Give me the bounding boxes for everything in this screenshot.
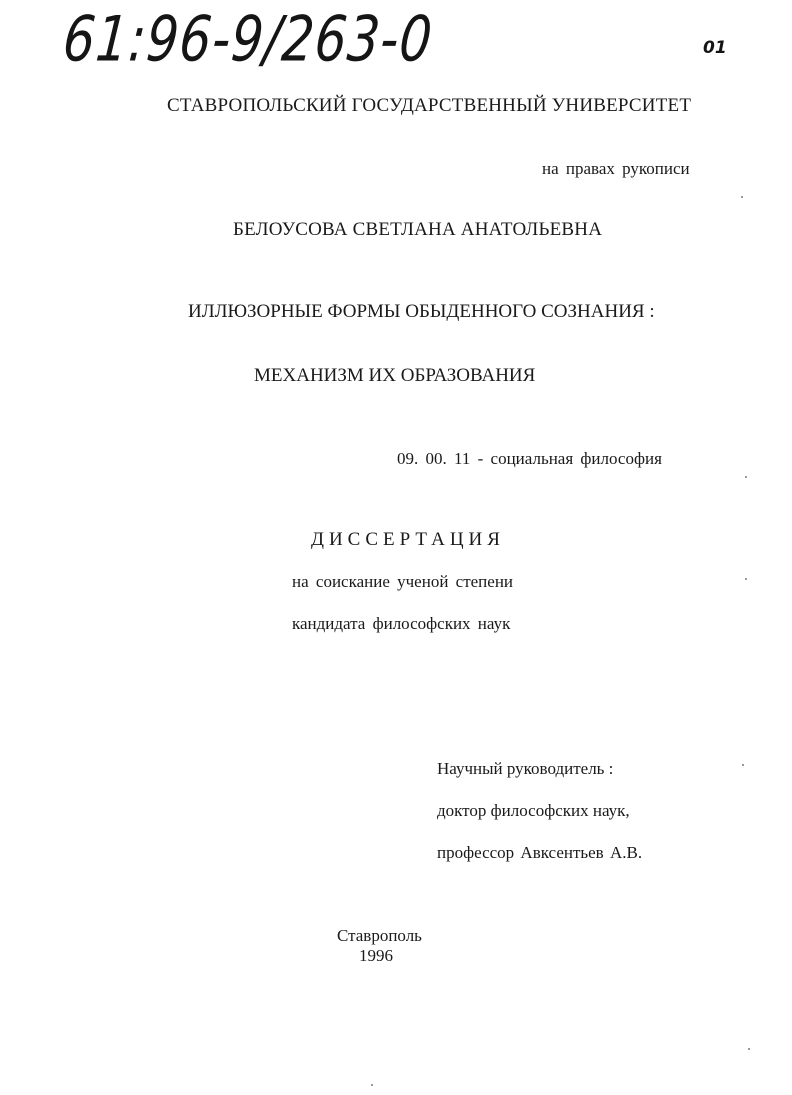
supervisor-label: Научный руководитель : [437,759,614,778]
scan-speck [741,196,743,198]
supervisor-degree: доктор философских наук, [437,801,630,820]
author-name: БЕЛОУСОВА СВЕТЛАНА АНАТОЛЬЕВНА [233,219,603,240]
dissertation-title-line-1: ИЛЛЮЗОРНЫЕ ФОРМЫ ОБЫДЕННОГО СОЗНАНИЯ : [188,301,655,322]
university-name: СТАВРОПОЛЬСКИЙ ГОСУДАРСТВЕННЫЙ УНИВЕРСИТЕТ [167,95,692,116]
manuscript-note: на правах рукописи [542,159,690,178]
degree-line-2: кандидата философских наук [292,614,511,633]
supervisor-name: профессор Авксентьев А.В. [437,843,643,862]
specialty-code: 09. 00. 11 - социальная философия [397,449,662,468]
year: 1996 [359,946,393,965]
handwritten-page-mark: 01 [703,38,727,58]
dissertation-title-line-2: МЕХАНИЗМ ИХ ОБРАЗОВАНИЯ [254,365,536,386]
city: Ставрополь [337,926,422,945]
scan-speck [371,1084,373,1086]
scan-speck [748,1048,750,1050]
scan-speck [745,476,747,478]
handwritten-archive-number: 61:96-9/263-0 [60,3,436,76]
scan-speck [742,764,744,766]
document-type: ДИССЕРТАЦИЯ [311,529,505,550]
degree-line-1: на соискание ученой степени [292,572,514,591]
scan-speck [745,578,747,580]
